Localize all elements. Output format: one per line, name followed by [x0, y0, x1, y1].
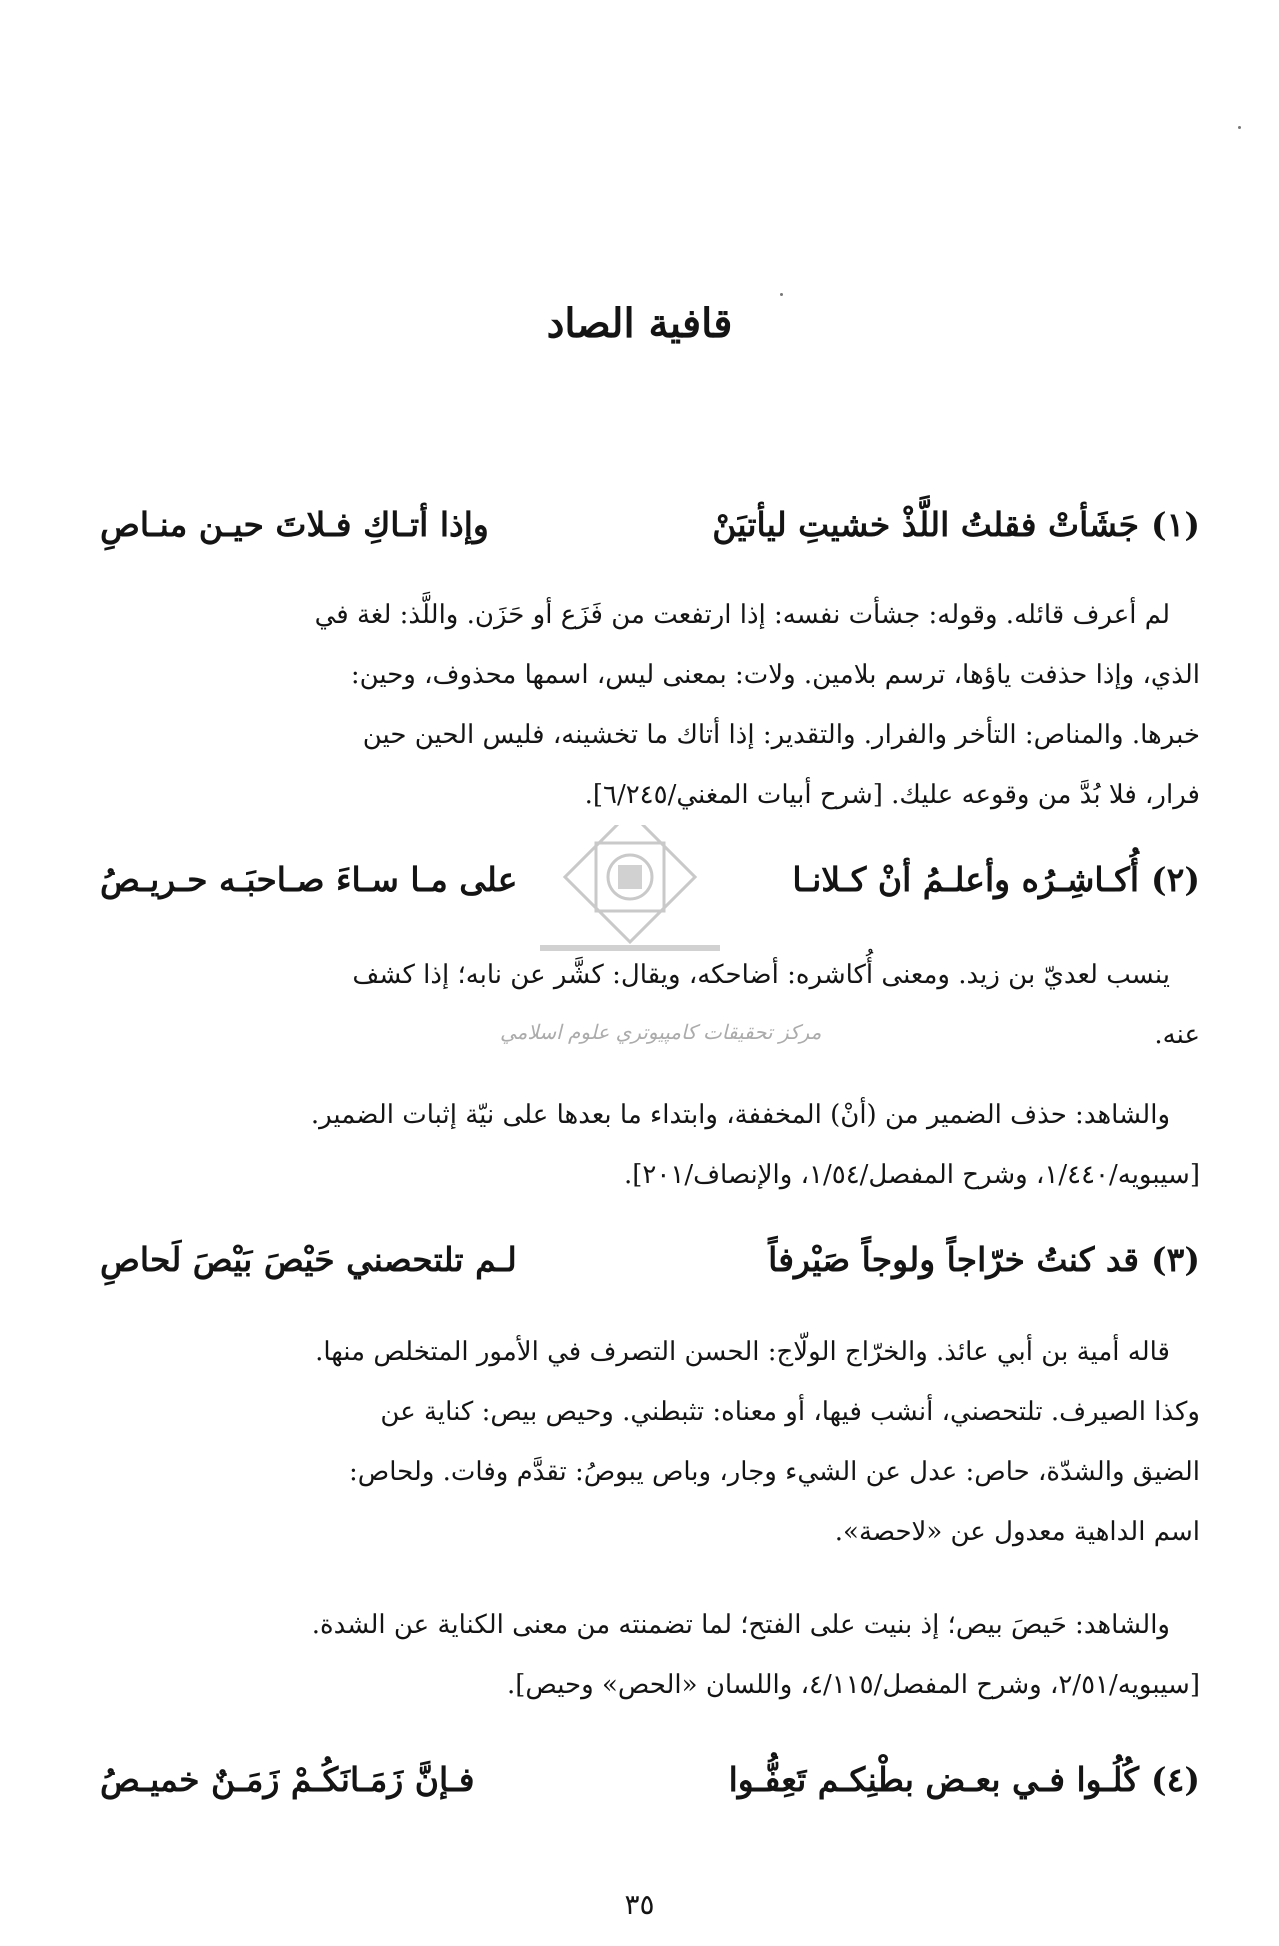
text-line: الضيق والشدّة، حاص: عدل عن الشيء وجار، وباص يبوصُ: تقدَّم وفات. ولحاص: [349, 1457, 1200, 1487]
verse-number: (٢) [1151, 860, 1200, 899]
text-line: لم أعرف قائله. وقوله: جشأت نفسه: إذا ارتفعت من فَزَع أو حَزَن. واللَّذ: لغة في [314, 600, 1170, 630]
verse-hemistich-1: كُلُـوا فـي بعـض بطْنِكـم تَعِفُّـوا [728, 1760, 1140, 1799]
text-line: الذي، وإذا حذفت ياؤها، ترسم بلامين. ولات: بمعنى ليس، اسمها محذوف، وحين: [350, 660, 1200, 690]
page-number: ٣٥ [624, 1888, 655, 1921]
watermark-text: مركز تحقيقات كامپيوتري علوم اسلامي [500, 1020, 822, 1044]
text-line: وكذا الصيرف. تلتحصني، أنشب فيها، أو معناه: تثبطني. وحيص بيص: كناية عن [380, 1397, 1200, 1427]
commentary-paragraph [100, 585, 1200, 825]
verse-number: (١) [1151, 505, 1200, 544]
watermark-emblem-icon [480, 825, 780, 975]
text-line: [سيبويه/٢/٥١، وشرح المفصل/٤/١١٥، واللسان «الحص» وحيص]. [506, 1670, 1200, 1700]
text-line: والشاهد: حذف الضمير من (أنْ) المخففة، وابتداء ما بعدها على نيّة إثبات الضمير. [310, 1100, 1170, 1130]
verse-number: (٣) [1151, 1240, 1200, 1279]
scan-speck [780, 293, 783, 296]
section-title: قافية الصاد [546, 300, 733, 347]
text-line: اسم الداهية معدول عن «لاحصة». [834, 1517, 1200, 1547]
shahid-paragraph [100, 1595, 1200, 1715]
text-line: قاله أمية بن أبي عائذ. والخرّاج الولّاج: الحسن التصرف في الأمور المتخلص منها. [315, 1337, 1170, 1367]
text-line: والشاهد: حَيصَ بيص؛ إذ بنيت على الفتح؛ لما تضمنته من معنى الكناية عن الشدة. [311, 1610, 1170, 1640]
commentary-paragraph [100, 1322, 1200, 1562]
text-line: خبرها. والمناص: التأخر والفرار. والتقدير: إذا أتاك ما تخشينه، فليس الحين حين [362, 720, 1200, 750]
verse-hemistich-2: على مـا سـاءَ صـاحبَـه حـريـصُ [100, 860, 518, 899]
verse-hemistich-2: وإذا أتـاكِ فـلاتَ حيـن منـاصِ [100, 505, 489, 544]
verse-hemistich-1: جَشَأتْ فقلتُ اللَّذْ خشيتِ ليأتيَنْ [712, 505, 1140, 544]
text-line: ينسب لعديّ بن زيد. ومعنى أُكاشره: أضاحكه، ويقال: كشَّر عن نابه؛ إذا كشف [352, 960, 1170, 990]
verse-1 [100, 505, 1200, 544]
text-line: فرار، فلا بُدَّ من وقوعه عليك. [شرح أبيات المغني/٦/٢٤٥]. [584, 780, 1200, 810]
verse-number: (٤) [1151, 1760, 1200, 1799]
verse-hemistich-1: أُكـاشِـرُه وأعلـمُ أنْ كـلانـا [792, 860, 1140, 899]
scan-speck [1238, 126, 1241, 129]
verse-hemistich-2: لـم تلتحصني حَيْصَ بَيْصَ لَحاصِ [100, 1240, 517, 1279]
verse-hemistich-2: فـإنَّ زَمَـانَكُـمْ زَمَـنٌ خميـصُ [100, 1760, 475, 1799]
verse-3 [100, 1240, 1200, 1279]
text-line: عنه. [1154, 1020, 1200, 1050]
verse-4 [100, 1760, 1200, 1799]
text-line: [سيبويه/١/٤٤٠، وشرح المفصل/١/٥٤، والإنصاف/٢٠١]. [623, 1160, 1200, 1190]
shahid-paragraph [100, 1085, 1200, 1205]
verse-hemistich-1: قد كنتُ خرّاجاً ولوجاً صَيْرفاً [768, 1240, 1140, 1279]
